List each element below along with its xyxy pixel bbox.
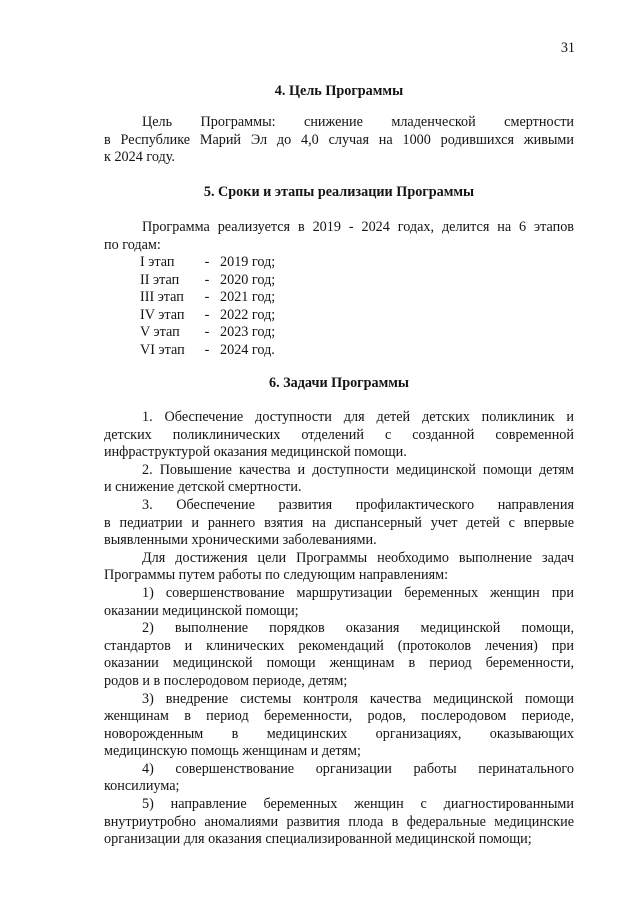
text-line: 2. Повышение качества и доступности медицинской помощи детям bbox=[142, 461, 574, 478]
text-line: Программа реализуется в 2019 - 2024 годах, делится на 6 этапов bbox=[142, 219, 574, 235]
stage-item: I этап - 2019 год; bbox=[140, 254, 276, 270]
terms-paragraph bbox=[104, 219, 574, 254]
stage-item: V этап - 2023 год; bbox=[140, 324, 276, 341]
stage-item: IV этап - 2022 год; bbox=[140, 306, 276, 323]
section-4-heading: 4. Цель Программы bbox=[274, 83, 404, 99]
text-line: в педиатрии и раннего взятия на диспансерный учет детей с впервые bbox=[104, 514, 574, 531]
text-line: внутриутробно аномалиями развития плода в федеральные медицинские bbox=[104, 813, 574, 830]
text-line: детских поликлинических отделений с созданной современной bbox=[104, 426, 574, 443]
section-5-heading: 5. Сроки и этапы реализации Программы bbox=[203, 184, 475, 200]
text-line: оказании медицинской помощи женщинам в период беременности, bbox=[104, 655, 574, 672]
text-line: и снижение детской смертности. bbox=[104, 479, 302, 496]
text-line: оказании медицинской помощи; bbox=[104, 602, 299, 619]
text-line: стандартов и клинических рекомендаций (протоколов лечения) при bbox=[104, 637, 574, 654]
text-line: выявленными хроническими заболеваниями. bbox=[104, 532, 377, 549]
text-line: новорожденным в медицинских организациях, оказывающих bbox=[104, 725, 574, 742]
text-line: организации для оказания специализированной медицинской помощи; bbox=[104, 831, 532, 848]
goal-paragraph bbox=[104, 114, 574, 167]
text-line: 4) совершенствование организации работы перинатального bbox=[142, 760, 574, 777]
text-line: в Республике Марий Эл до 4,0 случая на 1000 родившихся живыми bbox=[104, 131, 574, 148]
text-line: 5) направление беременных женщин с диагностированными bbox=[142, 796, 574, 813]
text-line: 2) выполнение порядков оказания медицинской помощи, bbox=[142, 620, 574, 637]
stage-item: II этап - 2020 год; bbox=[140, 271, 276, 288]
text-line: женщинам в период беременности, родов, послеродовом периоде, bbox=[104, 708, 574, 725]
stage-item: III этап - 2021 год; bbox=[140, 289, 276, 306]
text-line: 3) внедрение системы контроля качества медицинской помощи bbox=[142, 690, 574, 707]
text-line: медицинскую помощь женщинам и детям; bbox=[104, 743, 361, 760]
stages-list bbox=[140, 254, 275, 360]
text-line: Цель Программы: снижение младенческой смертности bbox=[142, 114, 574, 130]
text-line: 3. Обеспечение развития профилактического направления bbox=[142, 496, 574, 513]
text-line: к 2024 году. bbox=[104, 149, 175, 166]
text-line: инфраструктурой оказания медицинской помощи. bbox=[104, 444, 407, 461]
page-number: 31 bbox=[560, 40, 575, 56]
text-line: 1. Обеспечение доступности для детей детских поликлиник и bbox=[142, 409, 574, 425]
tasks-body bbox=[104, 409, 574, 849]
text-line: консилиума; bbox=[104, 778, 180, 795]
text-line: Программы путем работы по следующим направлениям: bbox=[104, 567, 449, 584]
stage-item: VI этап - 2024 год. bbox=[140, 341, 275, 358]
text-line: 1) совершенствование маршрутизации беременных женщин при bbox=[142, 584, 574, 601]
section-6-heading: 6. Задачи Программы bbox=[268, 375, 410, 391]
text-line: Для достижения цели Программы необходимо выполнение задач bbox=[142, 549, 574, 566]
text-line: по годам: bbox=[104, 236, 161, 253]
text-line: родов и в послеродовом периоде, детям; bbox=[104, 672, 348, 689]
